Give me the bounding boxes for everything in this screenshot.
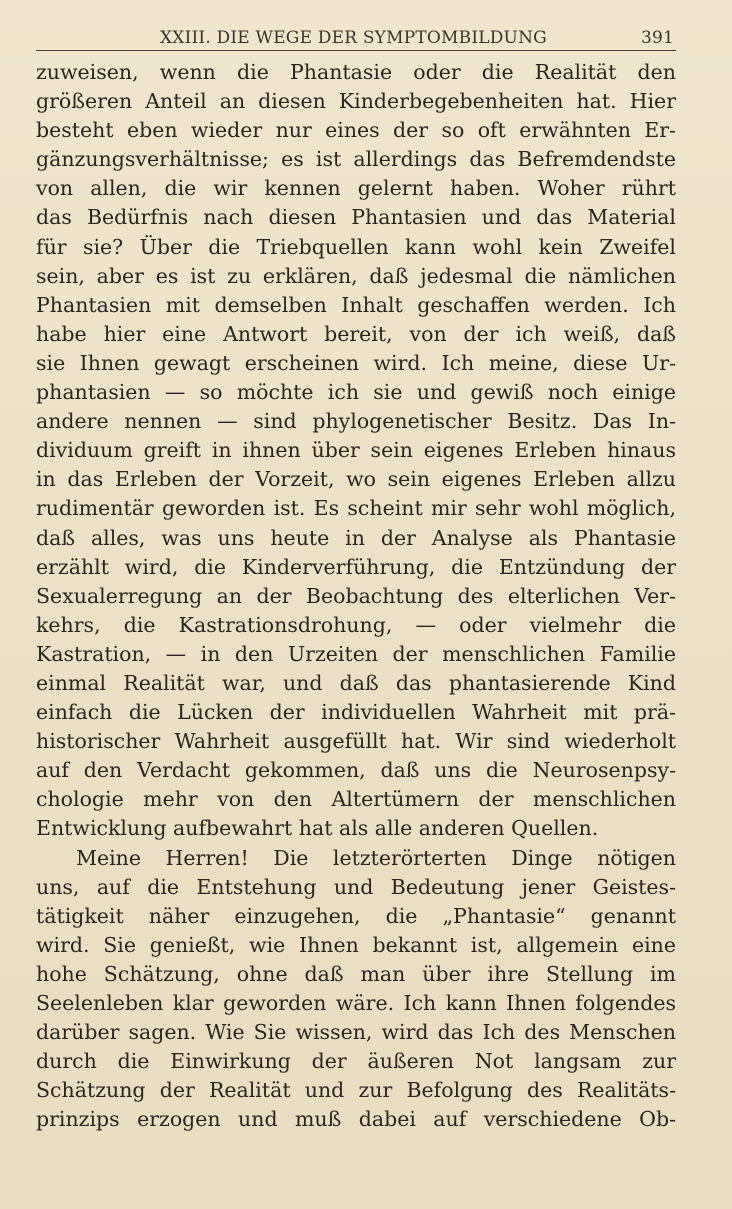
text-line: kehrs, die Kastrationsdrohung, — oder vielmehr die <box>36 612 676 637</box>
paragraph-start-line: Meine Herren! Die letzterörterten Dinge nötigen <box>76 845 676 870</box>
text-line: chologie mehr von den Altertümern der menschlichen <box>36 787 676 812</box>
text-line: phantasien — so möchte ich sie und gewiß noch einige <box>36 380 676 405</box>
text-line: andere nennen — sind phylogenetischer Besitz. Das In- <box>36 409 676 434</box>
text-line: erzählt wird, die Kinderverführung, die Entzündung der <box>36 554 676 579</box>
text-line: von allen, die wir kennen gelernt haben. Woher rührt <box>36 176 676 201</box>
text-line: prinzips erzogen und muß dabei auf verschiedene Ob- <box>36 1107 676 1132</box>
text-line: sein, aber es ist zu erklären, daß jedesmal die nämlichen <box>36 263 676 288</box>
text-line: Phantasien mit demselben Inhalt geschaffen werden. Ich <box>36 292 676 317</box>
text-line: das Bedürfnis nach diesen Phantasien und das Material <box>36 205 676 230</box>
text-line: in das Erleben der Vorzeit, wo sein eigenes Erleben allzu <box>36 467 676 492</box>
text-line: einmal Realität war, und daß das phantasierende Kind <box>36 670 676 695</box>
header-rule <box>36 50 676 51</box>
paragraph-end-line: Entwicklung aufbewahrt hat als alle anderen Quellen. <box>36 816 599 841</box>
text-line: Schätzung der Realität und zur Befolgung des Realitäts- <box>36 1078 676 1103</box>
text-line: Kastration, — in den Urzeiten der menschlichen Familie <box>36 641 676 666</box>
text-line: zuweisen, wenn die Phantasie oder die Realität den <box>36 60 676 84</box>
text-line: habe hier eine Antwort bereit, von der ich weiß, daß <box>36 321 676 346</box>
text-line: hohe Schätzung, ohne daß man über ihre Stellung im <box>36 961 676 986</box>
text-line: historischer Wahrheit ausgefüllt hat. Wir sind wiederholt <box>36 729 676 754</box>
text-line: wird. Sie genießt, wie Ihnen bekannt ist, allgemein eine <box>36 932 676 957</box>
text-line: sie Ihnen gewagt erscheinen wird. Ich meine, diese Ur- <box>36 350 676 375</box>
text-line: Seelenleben klar geworden wäre. Ich kann Ihnen folgendes <box>36 991 676 1015</box>
text-line: einfach die Lücken der individuellen Wahrheit mit prä- <box>36 700 676 725</box>
chapter-title: XXIII. DIE WEGE DER SYMPTOMBILDUNG <box>160 28 547 48</box>
text-line: besteht eben wieder nur eines der so oft erwähnten Er- <box>36 118 676 143</box>
text-line: daß alles, was uns heute in der Analyse als Phantasie <box>36 525 676 550</box>
text-line: uns, auf die Entstehung und Bedeutung jener Geistes- <box>36 874 676 899</box>
body-text <box>36 58 676 1134</box>
text-line: auf den Verdacht gekommen, daß uns die Neurosenpsy- <box>36 758 676 783</box>
text-line: dividuum greift in ihnen über sein eigenes Erleben hinaus <box>36 438 676 463</box>
running-head <box>36 24 676 50</box>
text-line: größeren Anteil an diesen Kinderbegebenheiten hat. Hier <box>36 89 676 114</box>
text-line: darüber sagen. Wie Sie wissen, wird das Ich des Menschen <box>36 1020 676 1045</box>
text-line: gänzungsverhältnisse; es ist allerdings das Befremdendste <box>36 147 676 172</box>
text-line: durch die Einwirkung der äußeren Not langsam zur <box>36 1049 676 1074</box>
text-line: rudimentär geworden ist. Es scheint mir sehr wohl möglich, <box>36 496 676 521</box>
text-line: tätigkeit näher einzugehen, die „Phantasie“ genannt <box>36 903 676 928</box>
text-line: für sie? Über die Triebquellen kann wohl kein Zweifel <box>36 234 676 259</box>
page-number: 391 <box>640 28 674 48</box>
text-line: Sexualerregung an der Beobachtung des elterlichen Ver- <box>36 583 676 608</box>
